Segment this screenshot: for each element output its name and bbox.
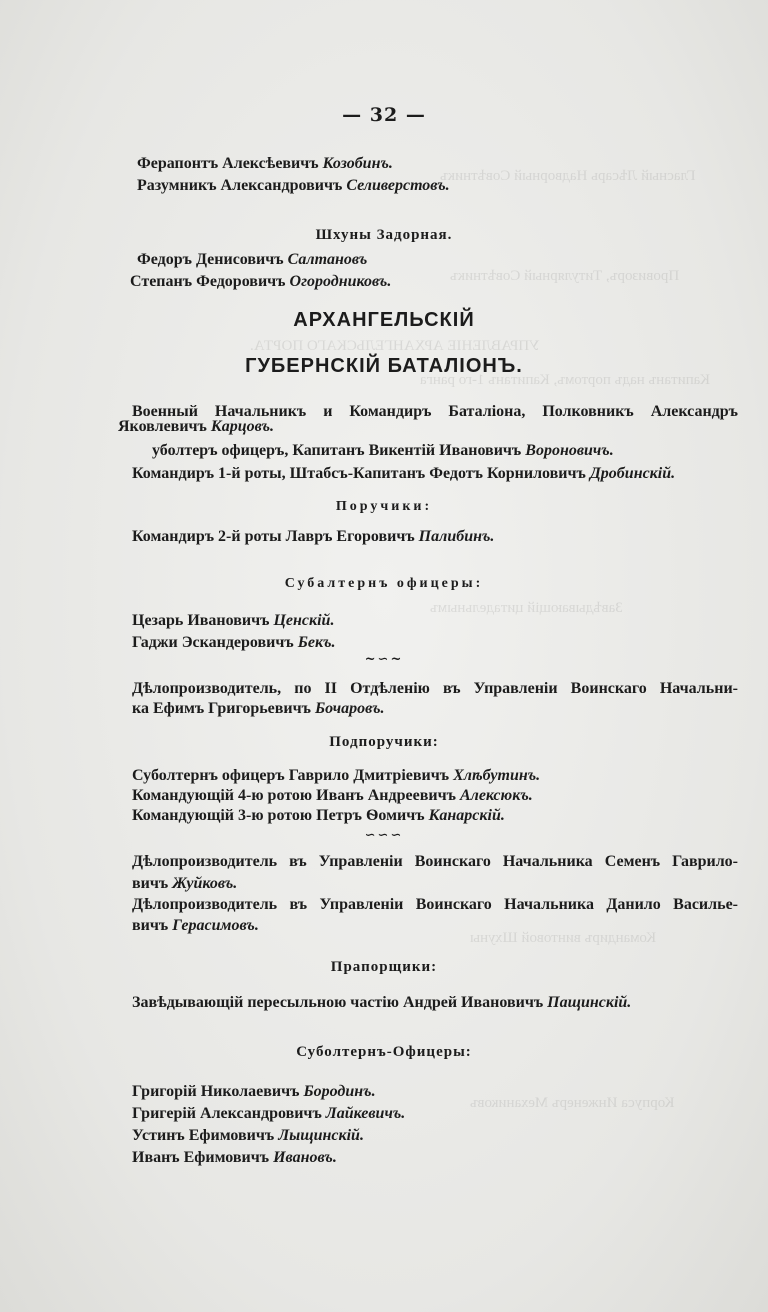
entry-name: Командиръ 2-й роты Лавръ Егоровичъ xyxy=(132,528,419,545)
entry-line xyxy=(132,527,494,547)
entry-line xyxy=(132,1126,364,1146)
entry-surname: Вороновичъ. xyxy=(525,442,614,459)
entry-surname: Лыщинскій. xyxy=(278,1127,364,1144)
entry-name: Иванъ Ефимовичъ xyxy=(132,1149,274,1166)
entry-surname: Огородниковъ. xyxy=(289,273,392,290)
entry-name: ка Ефимъ Григорьевичъ xyxy=(132,700,315,717)
entry-line xyxy=(152,441,614,461)
page-number: — 32 — xyxy=(342,104,426,126)
entry-surname: Канарскій. xyxy=(428,807,505,824)
entry-line xyxy=(132,464,675,484)
entry-line xyxy=(132,786,533,806)
entry-line xyxy=(132,993,631,1013)
bleed-through-text: Корпуса Инженеръ Механиковъ xyxy=(470,1095,675,1111)
entry-surname: Палибинъ. xyxy=(418,528,495,545)
section-heading-schooner: Шхуны Задорная. xyxy=(315,227,453,243)
entry-name: Яковлевичъ xyxy=(118,418,211,435)
entry-line xyxy=(137,176,450,196)
section-heading-second-lieutenants: Подпоручики: xyxy=(329,734,439,750)
entry-line xyxy=(132,611,334,631)
entry-line xyxy=(132,699,385,719)
bleed-through-text: Завѣдывающій цитадельнымъ xyxy=(430,600,623,616)
entry-surname: Селиверстовъ. xyxy=(346,177,450,194)
entry-surname: Ценскій. xyxy=(273,612,335,629)
entry-surname: Бородинъ. xyxy=(303,1083,376,1100)
section-heading-sub-officers: Суболтернъ-Офицеры: xyxy=(296,1044,472,1060)
entry-line: Дѣлопроизводитель въ Управленіи Воинскаго Начальника Семенъ Гаврило- xyxy=(132,853,738,870)
entry-line: Дѣлопроизводитель въ Управленіи Воинскаго Начальника Данило Василье- xyxy=(132,896,738,913)
entry-line: Дѣлопроизводитель, по II Отдѣленію въ Управленіи Воинскаго Начальни- xyxy=(132,680,738,697)
section-heading-subalterns: Субалтернъ офицеры: xyxy=(284,576,484,591)
entry-line xyxy=(132,916,259,936)
entry-name: Командиръ 1-й роты, Штабсъ-Капитанъ Федотъ Корниловичъ xyxy=(132,465,590,482)
entry-surname: Бочаровъ. xyxy=(315,700,385,717)
entry-name: Разумникъ Александровичъ xyxy=(137,177,347,194)
entry-name: Ферапонтъ Алексѣевичъ xyxy=(137,155,323,172)
entry-line xyxy=(137,154,393,174)
entry-name: вичъ xyxy=(132,875,173,892)
entry-surname: Лайкевичъ. xyxy=(325,1105,406,1122)
entry-name: Командующій 4-ю ротою Иванъ Андреевичъ xyxy=(132,787,460,804)
entry-name: Завѣдывающій пересыльною частію Андрей Ивановичъ xyxy=(132,994,548,1011)
entry-line xyxy=(132,766,540,786)
bleed-through-text: Гласный Лѣсарь Надворный Совѣтникъ xyxy=(440,168,696,184)
entry-line xyxy=(132,1148,337,1168)
entry-surname: Алексюкъ. xyxy=(459,787,533,804)
entry-name: Степанъ Федоровичъ xyxy=(130,273,290,290)
entry-name: Цезарь Ивановичъ xyxy=(132,612,274,629)
ornament-divider: ~∽~ xyxy=(364,652,404,667)
entry-surname: Салтановъ xyxy=(287,251,368,268)
entry-surname: Герасимовъ. xyxy=(172,917,259,934)
bleed-through-text: Капитанъ надъ портомъ, Капитанъ 1-го ранга xyxy=(420,372,710,388)
section-subtitle: ГУБЕРНСКІЙ БАТАЛІОНЪ. xyxy=(245,355,523,377)
entry-line xyxy=(132,1082,376,1102)
entry-name: Гаджи Эскандеровичъ xyxy=(132,634,298,651)
entry-surname: Бекъ. xyxy=(297,634,336,651)
entry-name: Григерій Александровичъ xyxy=(132,1105,326,1122)
entry-surname: Карцовъ. xyxy=(210,418,275,435)
entry-name: Федоръ Денисовичъ xyxy=(137,251,288,268)
entry-surname: Жуйковъ. xyxy=(172,875,238,892)
entry-name: Суболтернъ офицеръ Гаврило Дмитріевичъ xyxy=(132,767,454,784)
entry-line xyxy=(130,272,391,292)
entry-name: Григорій Николаевичъ xyxy=(132,1083,304,1100)
entry-surname: Дробинскій. xyxy=(589,465,676,482)
entry-surname: Ивановъ. xyxy=(273,1149,337,1166)
entry-name: Командующій 3-ю ротою Петръ Ѳомичъ xyxy=(132,807,429,824)
entry-surname: Пащинскій. xyxy=(547,994,632,1011)
entry-line xyxy=(132,1104,405,1124)
entry-line xyxy=(137,250,367,270)
entry-line xyxy=(132,633,336,653)
section-heading-lieutenants: Поручики: xyxy=(335,499,433,514)
entry-name: вичъ xyxy=(132,917,173,934)
entry-surname: Хлѣбутинъ. xyxy=(453,767,541,784)
section-title: АРХАНГЕЛЬСКІЙ xyxy=(293,309,475,331)
bleed-through-text: УПРАВЛЕНІЕ АРХАНГЕЛЬСКАГО ПОРТА. xyxy=(250,338,540,354)
entry-line xyxy=(132,806,505,826)
entry-line xyxy=(118,417,274,437)
entry-line: Военный Начальникъ и Командиръ Баталіона, Полковникъ Александръ xyxy=(132,403,738,420)
entry-surname: Козобинъ. xyxy=(322,155,393,172)
bleed-through-text: Командиръ винтовой Шхуны xyxy=(470,930,657,946)
entry-name: Устинъ Ефимовичъ xyxy=(132,1127,279,1144)
entry-name: уболтеръ офицеръ, Капитанъ Викентій Ивановичъ xyxy=(152,442,526,459)
entry-line xyxy=(132,874,237,894)
ornament-divider: ∽∽∽ xyxy=(364,828,404,843)
section-heading-ensigns: Прапорщики: xyxy=(330,959,438,975)
bleed-through-text: Провизоръ, Титулярный Совѣтникъ xyxy=(450,268,680,284)
